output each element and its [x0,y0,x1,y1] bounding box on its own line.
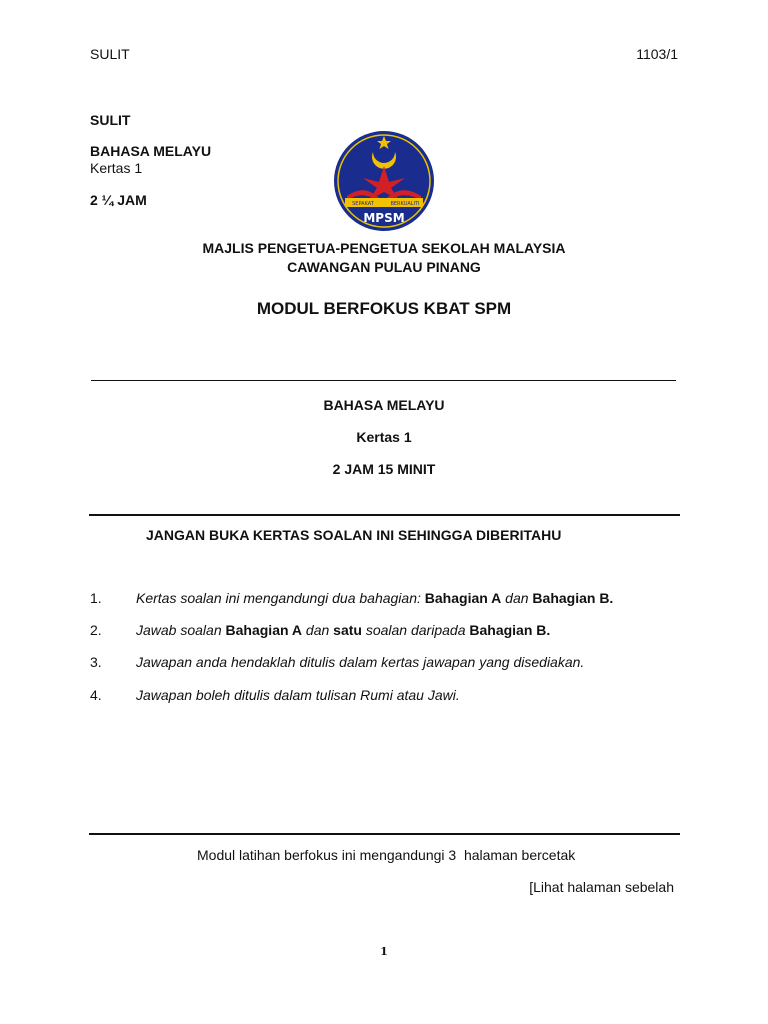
divider-3 [89,833,680,835]
instruction-number: 4. [90,687,102,703]
warning-text: JANGAN BUKA KERTAS SOALAN INI SEHINGGA DIBERITAHU [146,527,562,543]
organisation-line1: MAJLIS PENGETUA-PENGETUA SEKOLAH MALAYSIA [202,240,566,256]
exam-duration: 2 JAM 15 MINIT [332,461,436,477]
divider-1 [91,380,676,381]
sulit-label: SULIT [90,112,131,128]
svg-text:MPSM: MPSM [363,211,405,225]
instruction-number: 1. [90,590,102,606]
subject-label: BAHASA MELAYU [90,143,212,159]
exam-subject: BAHASA MELAYU [323,397,445,413]
next-page-note: [Lihat halaman sebelah [529,879,674,895]
header-sulit: SULIT [90,46,130,62]
svg-text:SEPAKAT: SEPAKAT [352,201,374,207]
header-code: 1103/1 [636,46,678,62]
svg-text:BERKUALITI: BERKUALITI [390,201,420,207]
divider-2 [89,514,680,516]
duration-label: 2 ¼ JAM [90,192,147,208]
page-number: 1 [380,945,388,958]
mpsm-logo [333,130,435,232]
paper-label: Kertas 1 [90,160,143,176]
page-count-note: Modul latihan berfokus ini mengandungi 3 halaman bercetak [197,847,576,863]
instruction-number: 3. [90,654,102,670]
module-title: MODUL BERFOKUS KBAT SPM [256,299,512,318]
exam-paper: Kertas 1 [356,429,412,445]
instruction-number: 2. [90,622,102,638]
organisation-line2: CAWANGAN PULAU PINANG [287,259,481,275]
